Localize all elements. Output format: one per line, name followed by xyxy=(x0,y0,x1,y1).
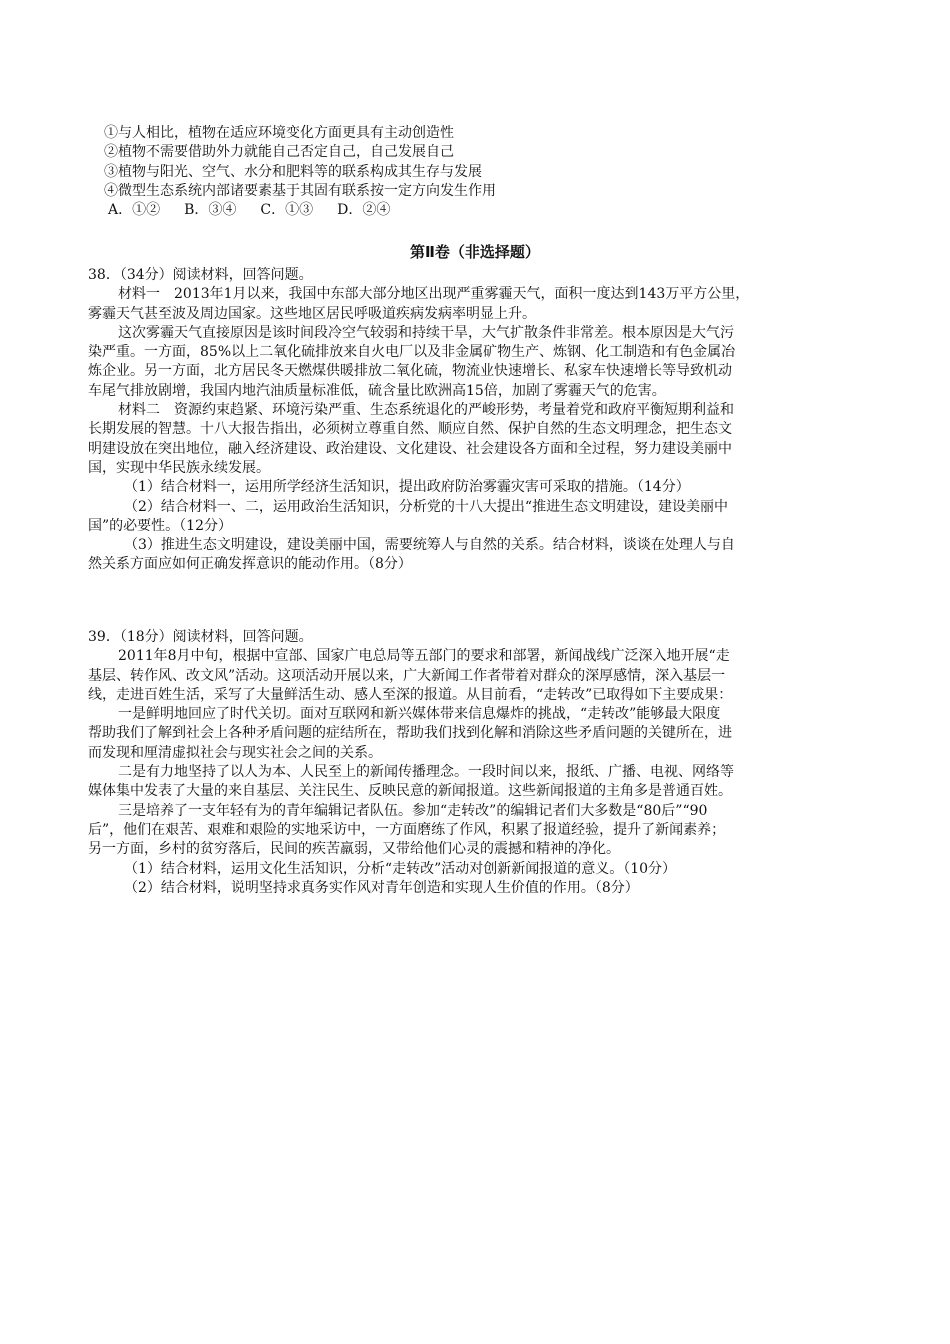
statement-3: ③植物与阳光、空气、水分和肥料等的联系构成其生存与发展 xyxy=(104,163,482,180)
material-line: 而发现和厘清虚拟社会与现实社会之间的关系。 xyxy=(88,744,382,761)
material-line: 材料二 资源约束趋紧、环境污染严重、生态系统退化的严峻形势，考量着党和政府平衡短期利益和 xyxy=(118,402,734,419)
question-37-statements xyxy=(104,124,496,220)
material-line: 这次雾霾天气直接原因是该时间段冷空气较弱和持续干旱，大气扩散条件非常差。根本原因是大气污 xyxy=(118,324,734,341)
question-38 xyxy=(88,266,749,575)
sub-question-3-cont: 然关系方面应如何正确发挥意识的能动作用。（8分） xyxy=(88,556,412,573)
material-line: 另一方面，乡村的贫穷落后，民间的疾苦羸弱，又带给他们心灵的震撼和精神的净化。 xyxy=(88,841,620,858)
sub-question-1: （1）结合材料，运用文化生活知识，分析“走转改”活动对创新新闻报道的意义。（10分） xyxy=(124,860,677,877)
material-line: 后”，他们在艰苦、艰难和艰险的实地采访中，一方面磨练了作风，积累了报道经验，提升了新闻素养； xyxy=(88,821,726,838)
material-line: 雾霾天气甚至波及周边国家。这些地区居民呼吸道疾病发病率明显上升。 xyxy=(88,305,536,322)
material-line: 炼企业。另一方面，北方居民冬天燃煤供暖排放二氧化硫，物流业快速增长、私家车快速增长等导致机动 xyxy=(88,363,732,380)
material-line: 明建设放在突出地位，融入经济建设、政治建设、文化建设、社会建设各方面和全过程，努力建设美丽中 xyxy=(88,440,732,457)
material-line: 长期发展的智慧。十八大报告指出，必须树立尊重自然、顺应自然、保护自然的生态文明理念，把生态文 xyxy=(88,421,732,438)
statement-1: ①与人相比，植物在适应环境变化方面更具有主动创造性 xyxy=(104,125,454,141)
sub-question-2-cont: 国”的必要性。（12分） xyxy=(88,517,232,534)
statement-4: ④微型生态系统内部诸要素基于其固有联系按一定方向发生作用 xyxy=(104,182,496,199)
option-b: B．③④ xyxy=(184,202,237,219)
statement-2: ②植物不需要借助外力就能自己否定自己，自己发展自己 xyxy=(104,144,454,161)
material-line: 基层、转作风、改文风”活动。这项活动开展以来，广大新闻工作者带着对群众的深厚感情，深入基层一 xyxy=(88,667,726,684)
material-line: 材料一 2013年1月以来，我国中东部大部分地区出现严重雾霾天气，面积一度达到143万平方公里， xyxy=(118,286,750,303)
option-a: A．①② xyxy=(108,202,161,219)
question-39-header: 39．（18分）阅读材料，回答问题。 xyxy=(88,629,313,645)
sub-question-2: （2）结合材料一、二，运用政治生活知识，分析党的十八大提出“推进生态文明建设，建设美丽中 xyxy=(124,498,729,515)
question-39 xyxy=(88,628,734,898)
question-38-header: 38．（34分）阅读材料，回答问题。 xyxy=(88,267,313,283)
sub-question-2: （2）结合材料，说明坚持求真务实作风对青年创造和实现人生价值的作用。（8分） xyxy=(124,879,639,896)
material-line: 媒体集中发表了大量的来自基层、关注民生、反映民意的新闻报道。这些新闻报道的主角多是普通百姓。 xyxy=(88,783,732,800)
material-line: 帮助我们了解到社会上各种矛盾问题的症结所在，帮助我们找到化解和消除这些矛盾问题的关键所在，进 xyxy=(88,725,732,742)
material-line: 国，实现中华民族永续发展。 xyxy=(88,459,270,476)
material-line: 车尾气排放剧增，我国内地汽油质量标准低，硫含量比欧洲高15倍，加剧了雾霾天气的危害。 xyxy=(88,382,666,399)
sub-question-1: （1）结合材料一，运用所学经济生活知识，提出政府防治雾霾灾害可采取的措施。（14分） xyxy=(124,479,690,496)
material-line: 2011年8月中旬，根据中宣部、国家广电总局等五部门的要求和部署，新闻战线广泛深入地开展“走 xyxy=(118,648,730,665)
material-line: 三是培养了一支年轻有为的青年编辑记者队伍。参加“走转改”的编辑记者们大多数是“80后”“90 xyxy=(118,802,708,819)
material-line: 线，走进百姓生活，采写了大量鲜活生动、感人至深的报道。从目前看，“走转改”已取得如下主要成果： xyxy=(88,686,733,703)
section-title: 第Ⅱ卷（非选择题） xyxy=(410,243,540,261)
material-line: 一是鲜明地回应了时代关切。面对互联网和新兴媒体带来信息爆炸的挑战，“走转改”能够最大限度 xyxy=(118,706,721,723)
sub-question-3: （3）推进生态文明建设，建设美丽中国，需要统筹人与自然的关系。结合材料，谈谈在处理人与自 xyxy=(124,537,735,554)
material-line: 染严重。一方面，85%以上二氧化硫排放来自火电厂以及非金属矿物生产、炼钢、化工制造和有色金属冶 xyxy=(88,344,736,361)
option-d: D．②④ xyxy=(337,202,391,219)
answer-options xyxy=(104,201,496,220)
option-c: C．①③ xyxy=(260,202,314,219)
material-line: 二是有力地坚持了以人为本、人民至上的新闻传播理念。一段时间以来，报纸、广播、电视、网络等 xyxy=(118,764,734,781)
